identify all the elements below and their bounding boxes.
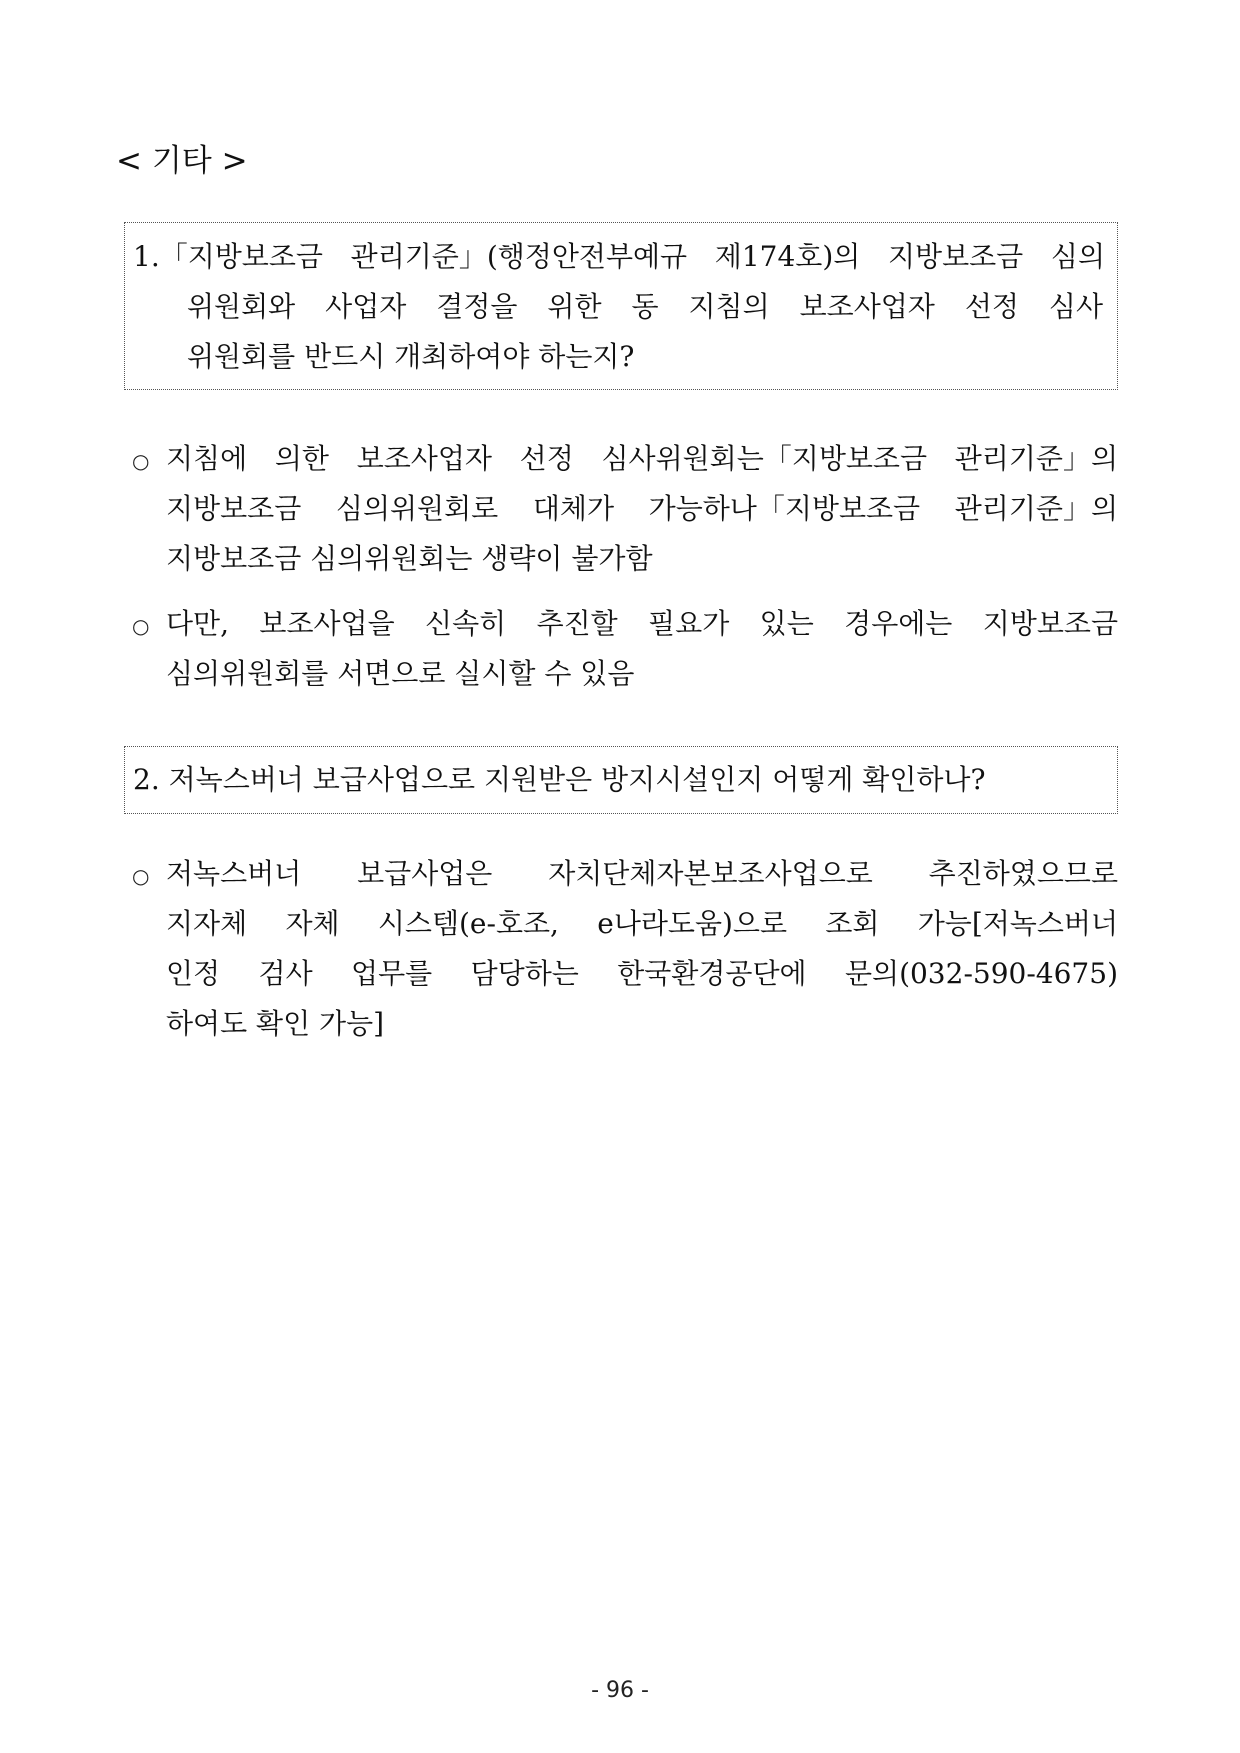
answer-2-line-3: 인정 검사 업무를 담당하는 한국환경공단에 문의(032-590-4675): [166, 957, 1118, 990]
answer-1-bullet-1-line-2: 지방보조금 심의위원회로 대체가 가능하나「지방보조금 관리기준」의: [166, 492, 1118, 525]
question-1-line-2: 위원회와 사업자 결정을 위한 동 지침의 보조사업자 선정 심사: [187, 290, 1103, 323]
question-1-line-1: 1.「지방보조금 관리기준」(행정안전부예규 제174호)의 지방보조금 심의: [133, 240, 1105, 273]
question-1-line-3: 위원회를 반드시 개최하여야 하는지?: [187, 340, 635, 373]
answer-1-bullet-2-line-1: 다만, 보조사업을 신속히 추진할 필요가 있는 경우에는 지방보조금: [166, 607, 1118, 640]
answer-2-line-1: 저녹스버너 보급사업은 자치단체자본보조사업으로 추진하였으므로: [166, 857, 1118, 890]
question-1-box: [124, 222, 1118, 390]
answer-2-line-2: 지자체 자체 시스템(e-호조, e나라도움)으로 조회 가능[저녹스버너: [166, 907, 1118, 940]
answer-1-bullet-1-line-1: 지침에 의한 보조사업자 선정 심사위원회는「지방보조금 관리기준」의: [166, 442, 1118, 475]
bullet-marker: ○: [132, 449, 150, 473]
question-2-text: 2. 저녹스버너 보급사업으로 지원받은 방지시설인지 어떻게 확인하나?: [133, 763, 986, 796]
page-number: - 96 -: [591, 1678, 649, 1703]
bullet-marker: ○: [132, 864, 150, 888]
answer-2-line-4: 하여도 확인 가능]: [166, 1007, 385, 1040]
answer-1-bullet-2-line-2: 심의위원회를 서면으로 실시할 수 있음: [166, 657, 635, 690]
question-2-box: [124, 746, 1118, 814]
bullet-marker: ○: [132, 614, 150, 638]
page-heading: < 기타 >: [116, 143, 248, 179]
answer-1-bullet-1-line-3: 지방보조금 심의위원회는 생략이 불가함: [166, 542, 653, 575]
